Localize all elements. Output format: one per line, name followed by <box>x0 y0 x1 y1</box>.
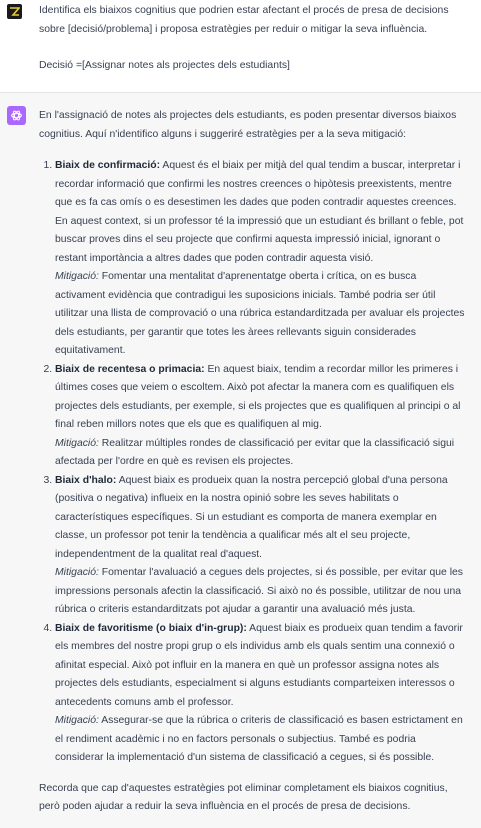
mitigation-text: Assegurar-se que la rúbrica o criteris de classificació es basen estrictament en el rendiment acadèmic i no en factors personals o subjectius. També es podria considerar la implementació d'un sistema de classificació a cegues, si és possible. <box>55 715 463 763</box>
assistant-outro: Recorda que cap d'aquestes estratègies pot eliminar completament els biaixos cognitius, però poden ajudar a reduir la seva influència en el procés de presa de decisions. <box>39 782 448 812</box>
assistant-avatar <box>7 106 26 125</box>
bias-description: En aquest biaix, tendim a recordar millor les primeres i últimes coses que veiem o escoltem. Això pot afectar la manera com es qualifiquen els projectes dels estudiants, per exemple, si els projectes que es qualifiquen al principi o al final reben millors notes que els que es qualifiquen al mig. <box>55 363 461 430</box>
bias-item-halo <box>55 472 467 620</box>
openai-logo-icon <box>10 109 23 122</box>
bias-list <box>39 157 467 768</box>
mitigation-label: Mitigació: <box>55 437 99 449</box>
assistant-intro: En l'assignació de notes als projectes dels estudiants, es poden presentar diversos biaixos cognitius. Aquí n'identifico alguns i suggeriré estratègies per a la seva mitigació: <box>39 110 457 140</box>
bias-item-favoritism <box>55 620 467 768</box>
bias-description: Aquest biaix es produeix quan tendim a favorir els membres del nostre propi grup o els individus amb els quals sentim una connexió o afinitat especial. Això pot influir en la manera en què un professor assigna notes als projectes dels estudiants, especialment si alguns estudiants comparteixen interessos o antecedents comuns amb el professor. <box>55 622 463 708</box>
bias-title: Biaix de confirmació: <box>55 160 161 171</box>
bias-title: Biaix d'halo: <box>55 474 117 486</box>
mitigation-label: Mitigació: <box>55 271 99 282</box>
assistant-message-content <box>39 107 467 818</box>
user-message-line-1: Identifica els biaixos cognitius que podrien estar afectant el procés de presa de decisions sobre [decisió/problema] i proposa estratègies per reduir o mitigar la seva influència. <box>39 5 449 35</box>
mitigation-label: Mitigació: <box>55 567 99 578</box>
mitigation-text: Fomentar una mentalitat d'aprenentatge oberta i crítica, on es busca activament evidència que contradigui les suposicions inicials. També podria ser útil utilitzar una llista de comprovació o una rúbrica estandarditzada per avaluar els projectes dels estudiants, per garantir que totes les àrees rellevants siguin considerades equitativament. <box>55 271 465 356</box>
user-avatar-icon <box>9 6 20 17</box>
assistant-message <box>0 92 481 828</box>
user-avatar <box>7 4 22 19</box>
bias-description: Aquest biaix es produeix quan la nostra percepció global d'una persona (positiva o negativa) influeix en la nostra opinió sobre les seves habilitats o característiques específiques. Si un estudiant es comporta de manera exemplar en classe, un professor pot tenir la tendència a qualificar més alt el seu projecte, independentment de la qualitat real d'aquest. <box>55 474 448 560</box>
user-message-content <box>39 2 467 78</box>
bias-title: Biaix de favoritisme (o biaix d'in-grup): <box>55 622 247 634</box>
bias-description: Aquest és el biaix per mitjà del qual tendim a buscar, interpretar i recordar informació que confirmi les nostres creences o hipòtesis preexistents, mentre que es fa cas omís o es desestimen les dades que poden contradir aquestes creences. En aquest context, si un professor té la impressió que un estudiant és brillant o feble, pot buscar proves dins el seu projecte que confirmi aquesta impressió inicial, ignorant o restant importància a altres dades que poden contradir aquesta visió. <box>55 160 464 264</box>
bias-item-recency <box>55 361 467 472</box>
user-message-line-2: Decisió =[Assignar notes als projectes dels estudiants] <box>39 60 290 71</box>
mitigation-text: Realitzar múltiples rondes de classificació per evitar que la classificació sigui afectada per l'ordre en què es revisen els projectes. <box>55 437 455 467</box>
bias-title: Biaix de recentesa o primacia: <box>55 363 205 375</box>
user-message <box>0 0 481 92</box>
bias-item-confirmation <box>55 157 467 361</box>
mitigation-label: Mitigació: <box>55 715 99 726</box>
mitigation-text: Fomentar l'avaluació a cegues dels projectes, si és possible, per evitar que les impressions personals afectin la classificació. Si això no és possible, utilitzar de nou una rúbrica o criteris estandarditzats pot ajudar a garantir una avaluació més justa. <box>55 567 464 615</box>
